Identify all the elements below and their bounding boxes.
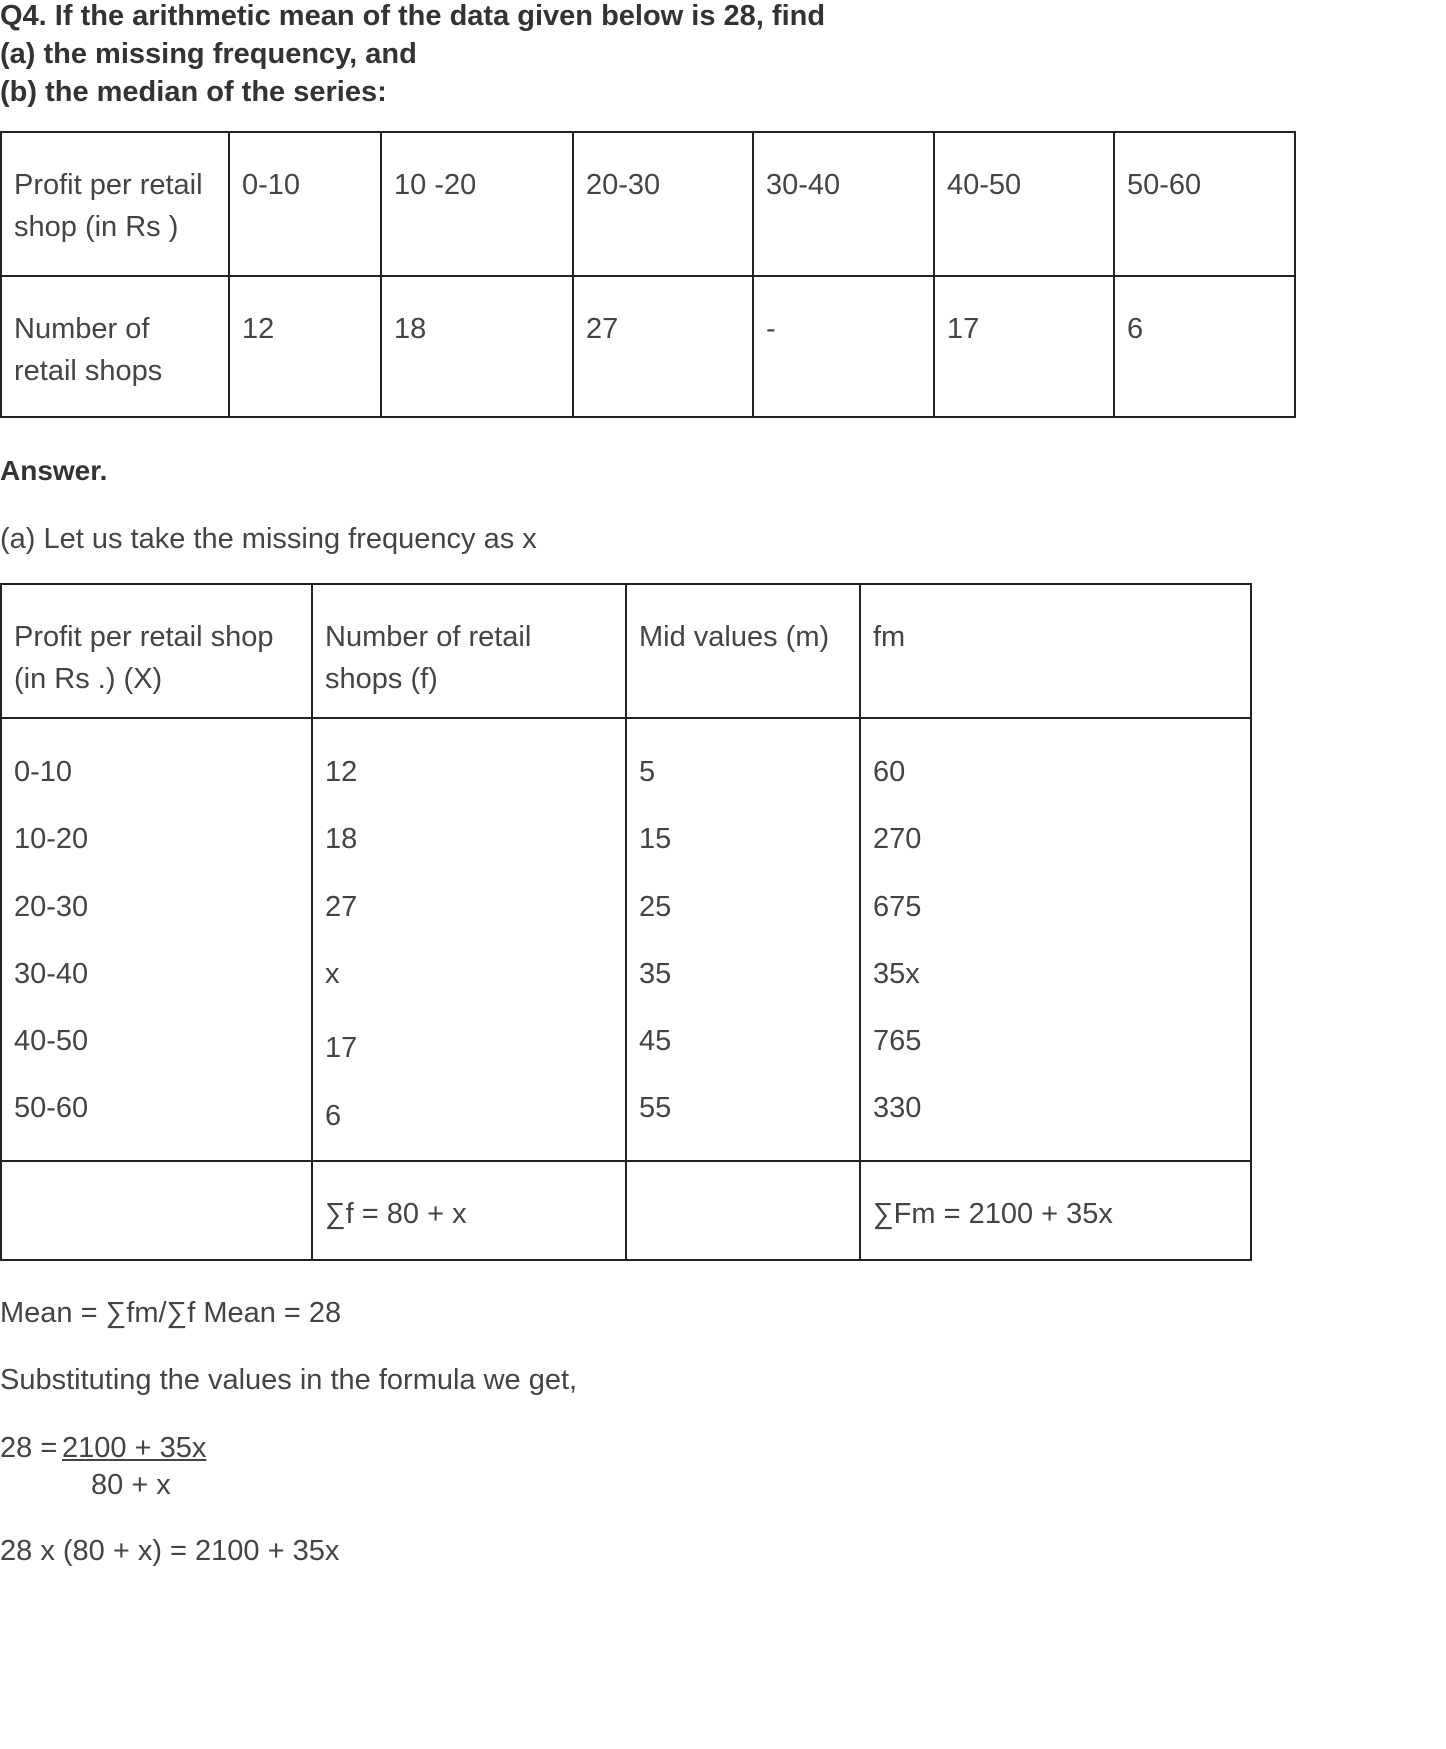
table1-class-4: 30-40 — [766, 169, 841, 201]
mean-formula: Mean = ∑fm/∑f Mean = 28 — [0, 1297, 342, 1329]
table2-x-1: 0-10 — [14, 756, 73, 788]
table2-m-2: 15 — [639, 823, 672, 855]
table2-header-fm: fm — [873, 621, 906, 653]
substituting-text: Substituting the values in the formula we get, — [0, 1364, 578, 1396]
equation-numerator: 2100 + 35x — [62, 1432, 207, 1464]
answer-label: Answer. — [0, 455, 108, 486]
table2-fm-5: 765 — [873, 1025, 922, 1057]
table2-f-3: 27 — [325, 891, 358, 923]
equation-lhs: 28 = — [0, 1432, 58, 1464]
table2-m-1: 5 — [639, 756, 656, 788]
question-line-2: (a) the missing frequency, and — [0, 38, 417, 70]
table1-row2-header: Number of retail shops — [14, 313, 163, 387]
table2-f-5: 17 — [325, 1032, 358, 1064]
table1-freq-5: 17 — [947, 313, 980, 345]
table1-class-6: 50-60 — [1127, 169, 1202, 201]
table1-freq-3: 27 — [586, 313, 619, 345]
table1-class-2: 10 -20 — [394, 169, 477, 201]
table2-fm-3: 675 — [873, 891, 922, 923]
question-line-3: (b) the median of the series: — [0, 76, 387, 108]
table2-fm-1: 60 — [873, 756, 906, 788]
table2-x-6: 50-60 — [14, 1092, 89, 1124]
table2-header-x: Profit per retail shop (in Rs .) (X) — [14, 621, 274, 695]
table1-freq-6: 6 — [1127, 313, 1144, 345]
table1-freq-2: 18 — [394, 313, 427, 345]
table1-row1-header: Profit per retail shop (in Rs ) — [14, 169, 203, 243]
table2-header-m: Mid values (m) — [639, 621, 830, 653]
table2-fm-2: 270 — [873, 823, 922, 855]
table1-class-3: 20-30 — [586, 169, 661, 201]
table2-fm-6: 330 — [873, 1092, 922, 1124]
table1-class-1: 0-10 — [242, 169, 301, 201]
table2-f-6: 6 — [325, 1100, 342, 1132]
table1-freq-1: 12 — [242, 313, 275, 345]
table2-x-2: 10-20 — [14, 823, 89, 855]
table2-f-1: 12 — [325, 756, 358, 788]
table2-f-2: 18 — [325, 823, 358, 855]
table2-total-fm: ∑Fm = 2100 + 35x — [873, 1198, 1113, 1230]
table2-m-4: 35 — [639, 958, 672, 990]
question-line-1: Q4. If the arithmetic mean of the data given below is 28, find — [0, 0, 826, 32]
table2-f-4: x — [325, 958, 340, 990]
table2-x-4: 30-40 — [14, 958, 89, 990]
table2-total-f: ∑f = 80 + x — [325, 1198, 467, 1230]
equation-denominator: 80 + x — [91, 1469, 171, 1501]
table1-freq-4: - — [766, 313, 776, 345]
table2-m-6: 55 — [639, 1092, 672, 1124]
final-equation: 28 x (80 + x) = 2100 + 35x — [0, 1535, 340, 1567]
table2-fm-4: 35x — [873, 958, 920, 990]
table2-x-3: 20-30 — [14, 891, 89, 923]
table2-header-f: Number of retail shops (f) — [325, 621, 532, 695]
table2-m-5: 45 — [639, 1025, 672, 1057]
table1-class-5: 40-50 — [947, 169, 1022, 201]
part-a-intro: (a) Let us take the missing frequency as x — [0, 523, 537, 555]
table2-x-5: 40-50 — [14, 1025, 89, 1057]
table2-m-3: 25 — [639, 891, 672, 923]
